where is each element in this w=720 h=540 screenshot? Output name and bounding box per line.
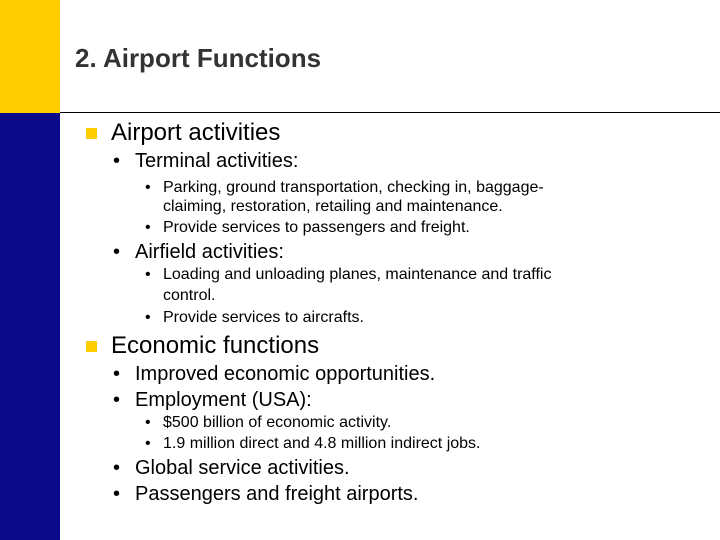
subsection-label: Improved economic opportunities.: [135, 363, 436, 385]
bullet-dot-icon: •: [145, 414, 151, 431]
subsection-global-service: [113, 456, 350, 480]
bullet-dot-icon: •: [113, 389, 121, 411]
subsection-label: Passengers and freight airports.: [135, 483, 419, 505]
list-item-text: 1.9 million direct and 4.8 million indirect jobs.: [163, 435, 481, 452]
section-heading-airport-activities: [86, 119, 280, 147]
section-heading-economic-functions: [86, 332, 319, 360]
subsection-label: Global service activities.: [135, 457, 350, 479]
bullet-dot-icon: •: [145, 435, 151, 452]
subsection-employment: [113, 388, 312, 412]
bullet-dot-icon: •: [113, 241, 121, 263]
bullet-dot-icon: •: [113, 483, 121, 505]
bullet-dot-icon: •: [113, 150, 121, 172]
subsection-label: Terminal activities:: [135, 150, 299, 172]
list-item-text: Parking, ground transportation, checking in, baggage-: [163, 179, 544, 196]
subsection-label: Airfield activities:: [135, 241, 284, 263]
subsection-passengers-freight: [113, 482, 419, 506]
list-item-text: claiming, restoration, retailing and maintenance.: [163, 198, 503, 215]
slide-title: 2. Airport Functions: [75, 43, 322, 73]
subsection-airfield-activities: [113, 240, 284, 264]
list-item-text: control.: [163, 287, 216, 304]
list-item-continuation: [163, 286, 215, 305]
subsection-terminal-activities: [113, 149, 298, 173]
list-item: [145, 308, 364, 327]
list-item-text: Provide services to passengers and freight.: [163, 219, 470, 236]
list-item: [145, 413, 391, 432]
bullet-dot-icon: •: [145, 179, 151, 196]
list-item: [145, 218, 470, 237]
bullet-dot-icon: •: [113, 363, 121, 385]
list-item: [145, 178, 544, 197]
bullet-dot-icon: •: [145, 219, 151, 236]
list-item: [145, 265, 551, 284]
square-bullet-icon: [86, 128, 97, 139]
list-item-text: Provide services to aircrafts.: [163, 309, 364, 326]
bullet-dot-icon: •: [145, 266, 151, 283]
list-item: [145, 434, 480, 453]
subsection-improved-opportunities: [113, 362, 435, 386]
bullet-dot-icon: •: [145, 309, 151, 326]
list-item-text: $500 billion of economic activity.: [163, 414, 392, 431]
list-item-text: Loading and unloading planes, maintenance and traffic: [163, 266, 552, 283]
subsection-label: Employment (USA):: [135, 389, 312, 411]
section-heading-text: Airport activities: [111, 119, 281, 146]
square-bullet-icon: [86, 341, 97, 352]
bullet-dot-icon: •: [113, 457, 121, 479]
list-item-continuation: [163, 197, 503, 216]
section-heading-text: Economic functions: [111, 332, 320, 359]
